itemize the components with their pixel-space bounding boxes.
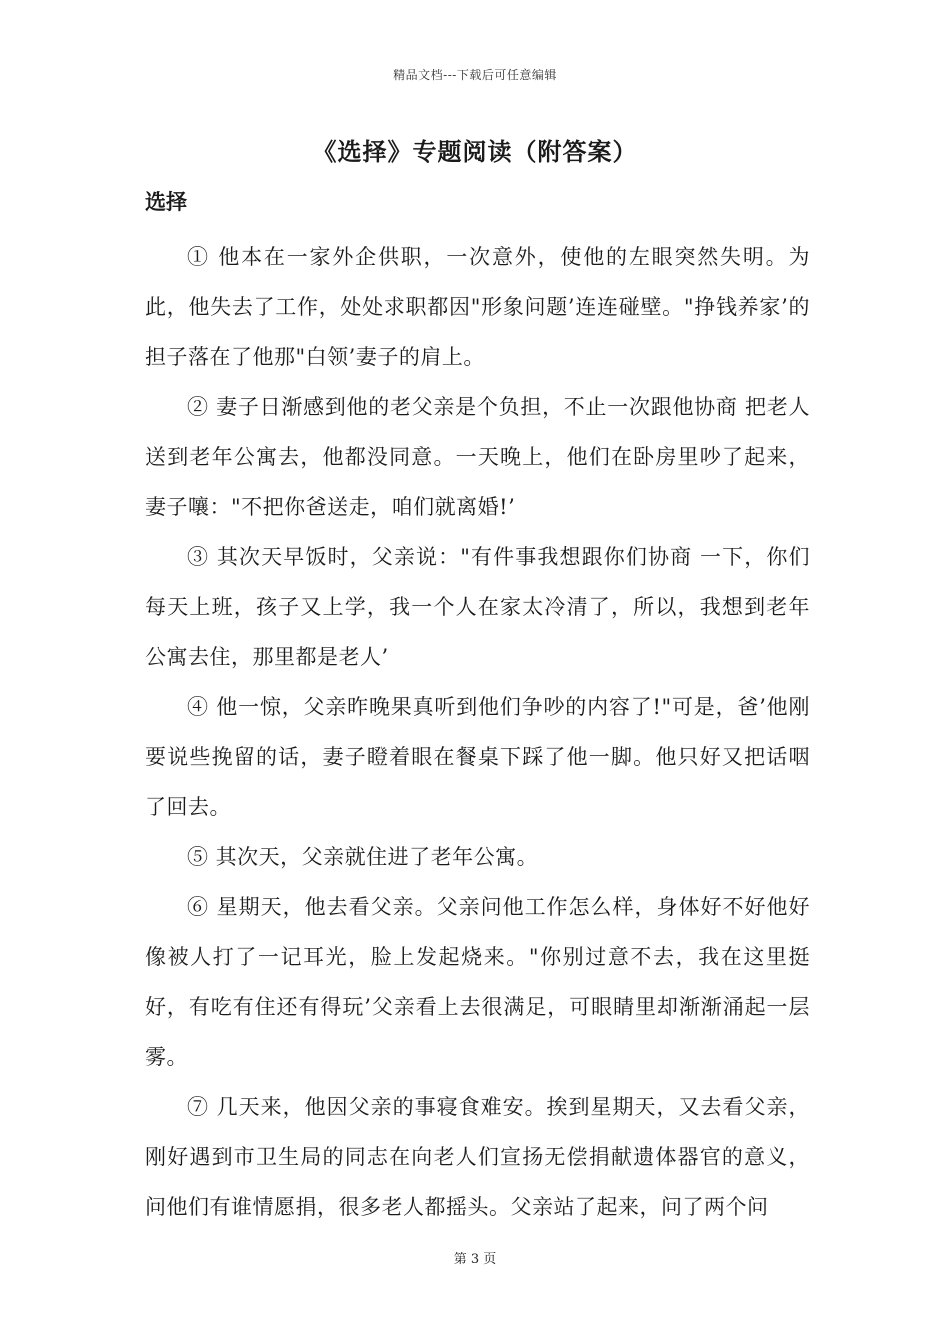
page-number: 第 3 页	[453, 1252, 497, 1267]
page-header-note: 精品文档---下载后可任意编辑	[393, 68, 557, 82]
section-heading: 选择	[145, 189, 187, 214]
paragraph-7: ⑦ 几天来，他因父亲的事寝食难安。挨到星期天，又去看父亲，刚好遇到市卫生局的同志在向老人们宣扬无偿捐献遗体器官的意义，问他们有谁情愿捐，很多老人都摇头。父亲站了起来，问了两个问	[145, 1095, 810, 1219]
paragraph-6: ⑥ 星期天，他去看父亲。父亲问他工作怎么样，身体好不好他好像被人打了一记耳光，脸上发起烧来。"你别过意不去，我在这里挺好，有吃有住还有得玩’父亲看上去很满足，可眼睛里却渐渐涌起一层雾。	[145, 895, 810, 1069]
paragraph-3: ③ 其次天早饭时，父亲说："有件事我想跟你们协商 一下，你们每天上班，孩子又上学，我一个人在家太冷清了，所以，我想到老年公寓去住，那里都是老人’	[145, 545, 810, 669]
document-title: 《选择》专题阅读（附答案）	[312, 137, 638, 166]
paragraph-5: ⑤ 其次天，父亲就住进了老年公寓。	[187, 845, 539, 869]
article-body	[145, 232, 810, 1232]
paragraph-1: ① 他本在一家外企供职，一次意外，使他的左眼突然失明。为此，他失去了工作，处处求职都因"形象问题’连连碰壁。"挣钱养家’的担子落在了他那"白领’妻子的肩上。	[145, 245, 810, 369]
paragraph-2: ② 妻子日渐感到他的老父亲是个负担，不止一次跟他协商 把老人送到老年公寓去，他都没同意。一天晚上，他们在卧房里吵了起来，妻子嚷："不把你爸送走，咱们就离婚!’	[145, 395, 810, 519]
paragraph-4: ④ 他一惊，父亲昨晚果真听到他们争吵的内容了!"可是，爸’他刚要说些挽留的话，妻子瞪着眼在餐桌下踩了他一脚。他只好又把话咽了回去。	[145, 695, 810, 819]
